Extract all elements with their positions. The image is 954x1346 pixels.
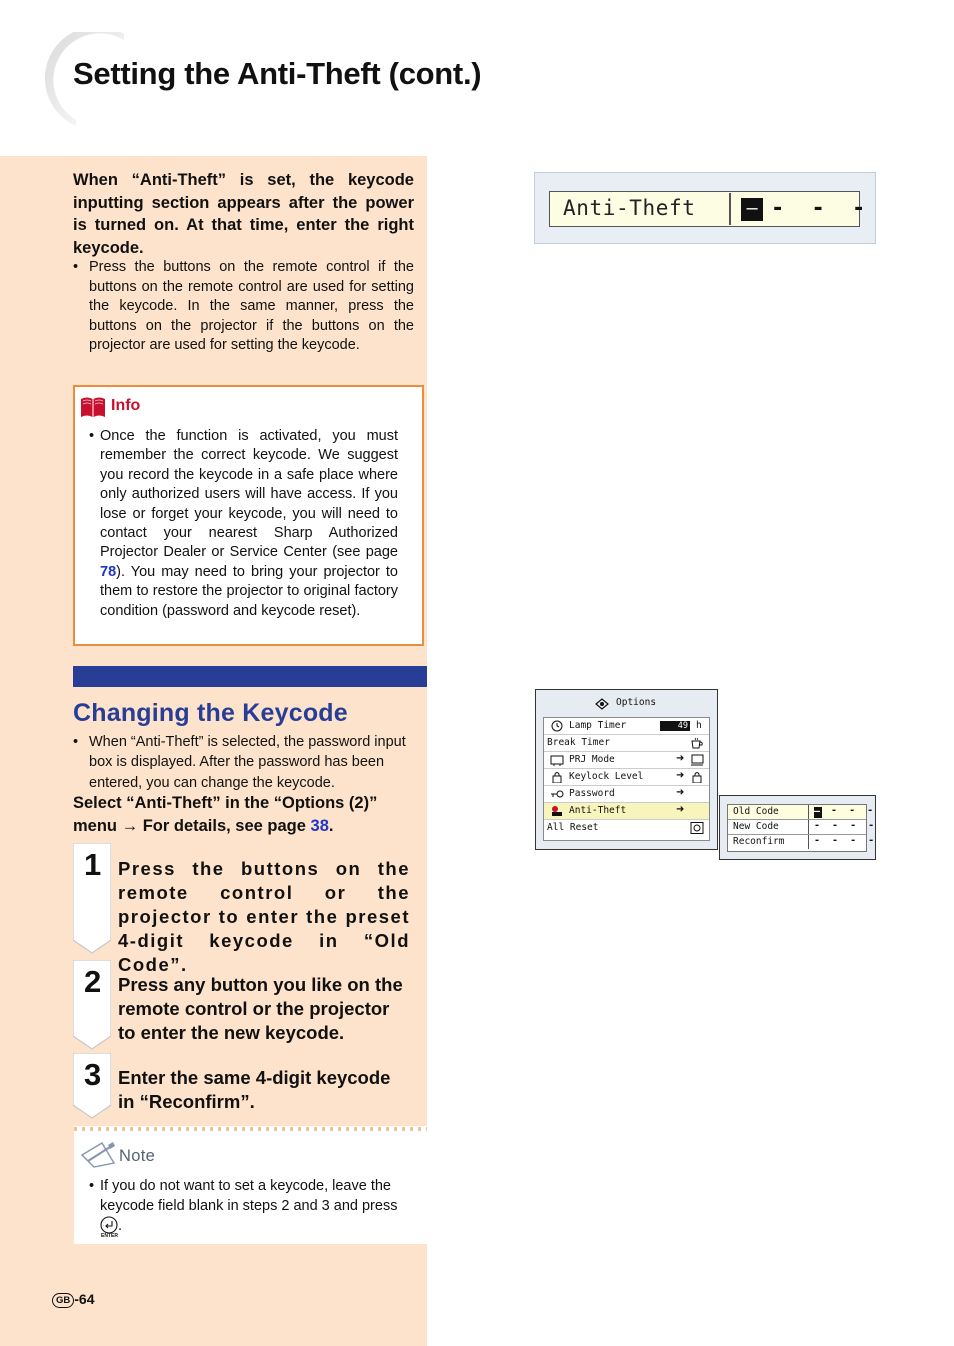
menu-item-label: PRJ Mode bbox=[569, 754, 615, 765]
old-code-value bbox=[814, 805, 876, 818]
lamp-timer-icon bbox=[550, 720, 564, 732]
bullet-dot: • bbox=[89, 428, 95, 444]
key-icon bbox=[550, 788, 564, 800]
step-1-text: Press the buttons on the remote control or the projector to enter the preset 4-digit keycode in “Old Code”. bbox=[118, 858, 410, 975]
anti-theft-code-rest[interactable]: - - - bbox=[771, 196, 873, 221]
old-code-row[interactable] bbox=[728, 805, 877, 820]
options-icon bbox=[594, 697, 610, 711]
arrow-right-icon: ➜ bbox=[676, 770, 685, 781]
old-code-rest: - - - bbox=[831, 805, 877, 816]
new-code-label: New Code bbox=[733, 821, 779, 832]
note-text bbox=[89, 1176, 407, 1239]
step-3-text: Enter the same 4-digit keycode in “Reconfirm”. bbox=[118, 1067, 391, 1112]
coffee-cup-icon bbox=[690, 737, 704, 749]
reconfirm-row[interactable] bbox=[728, 835, 878, 850]
page-title: Setting the Anti-Theft (cont.) bbox=[73, 56, 482, 91]
arrow-right-icon: ➜ bbox=[676, 787, 685, 798]
note-period: . bbox=[118, 1218, 123, 1234]
step-badge-3 bbox=[73, 1053, 111, 1119]
bullet-dot: • bbox=[73, 259, 79, 275]
menu-item-lamp-timer[interactable] bbox=[544, 718, 709, 735]
arrow-icon: → bbox=[121, 817, 139, 835]
field-separator bbox=[808, 820, 809, 834]
menu-item-label: Anti-Theft bbox=[569, 805, 627, 816]
menu-item-keylock-level[interactable] bbox=[544, 769, 709, 786]
page-number bbox=[52, 1291, 94, 1308]
step-number: 1 bbox=[84, 847, 102, 882]
screen-icon bbox=[690, 754, 704, 766]
note-text-main: If you do not want to set a keycode, leave the keycode field blank in steps 2 and 3 and press bbox=[100, 1178, 398, 1214]
step-number: 3 bbox=[84, 1057, 102, 1092]
info-label: Info bbox=[111, 397, 141, 414]
field-separator bbox=[808, 805, 809, 819]
section-bullet bbox=[73, 732, 414, 793]
step-badge-2 bbox=[73, 960, 111, 1050]
info-text-part1: Once the function is activated, you must remember the correct keycode. We suggest you record the keycode in a safe place where only authorized users will have access. If you lose or forget your keycode, you will need to contact your nearest Sharp Authorized Projector Dealer or Service Center (see page bbox=[100, 428, 398, 561]
book-icon bbox=[80, 396, 106, 418]
menu-item-label: Keylock Level bbox=[569, 771, 644, 782]
note-dotted-border bbox=[74, 1126, 427, 1134]
details-text: For details, see page bbox=[142, 817, 311, 835]
menu-item-all-reset[interactable] bbox=[544, 820, 709, 837]
menu-item-label: Lamp Timer bbox=[569, 720, 627, 731]
region-badge: GB bbox=[52, 1293, 74, 1308]
old-code-label: Old Code bbox=[733, 806, 779, 817]
details-page-link[interactable]: 38 bbox=[310, 817, 329, 835]
menu-item-prj-mode[interactable] bbox=[544, 752, 709, 769]
code-cursor: – bbox=[814, 806, 824, 817]
menu-item-label: Break Timer bbox=[547, 737, 610, 748]
intro-bullet bbox=[73, 258, 414, 356]
step-badge-1 bbox=[73, 843, 111, 955]
lamp-timer-value: 49 bbox=[660, 721, 690, 731]
prj-mode-icon bbox=[550, 754, 564, 766]
instruction-period: . bbox=[328, 817, 334, 835]
info-text-part2: ). You may need to bring your projector to them to restore the projector to original factory condition (password and keycode reset). bbox=[100, 563, 398, 619]
anti-theft-code-cursor[interactable]: – bbox=[741, 198, 763, 221]
lamp-timer-unit: h bbox=[696, 720, 702, 731]
step-number: 2 bbox=[84, 964, 102, 999]
info-page-link[interactable]: 78 bbox=[100, 563, 117, 580]
arrow-right-icon: ➜ bbox=[676, 804, 685, 815]
bullet-dot: • bbox=[73, 734, 79, 750]
intro-bold-text: When “Anti-Theft” is set, the keycode inputting section appears after the power is turned on. At that time, enter the right keycode. bbox=[73, 171, 414, 257]
options-menu-title: Options bbox=[616, 697, 657, 708]
section-heading: Changing the Keycode bbox=[73, 699, 348, 727]
intro-bullet-text: Press the buttons on the remote control if the buttons on the remote control are used for setting the keycode. In the same manner, press the buttons on the projector if the buttons on the projector are used for setting the keycode. bbox=[89, 259, 414, 353]
reconfirm-label: Reconfirm bbox=[733, 836, 785, 847]
enter-caption: ENTER bbox=[101, 1233, 118, 1239]
select-instruction bbox=[73, 792, 423, 838]
note-label: Note bbox=[119, 1147, 156, 1165]
section-bar bbox=[73, 666, 427, 687]
anti-theft-icon bbox=[550, 805, 564, 817]
menu-item-break-timer[interactable] bbox=[544, 735, 709, 752]
menu-item-label: Password bbox=[569, 788, 615, 799]
info-text bbox=[89, 427, 398, 621]
pencil-icon bbox=[80, 1139, 118, 1169]
new-code-value: - - - - bbox=[814, 820, 878, 831]
reset-icon bbox=[690, 822, 704, 834]
reconfirm-value: - - - - bbox=[814, 835, 878, 846]
step-2-text: Press any button you like on the remote control or the projector to enter the new keycode. bbox=[118, 974, 403, 1043]
lock-icon bbox=[690, 771, 704, 783]
new-code-row[interactable] bbox=[728, 820, 878, 835]
bullet-dot: • bbox=[89, 1178, 95, 1194]
arrow-right-icon: ➜ bbox=[676, 753, 685, 764]
menu-item-label: All Reset bbox=[547, 822, 599, 833]
section-bullet-text: When “Anti-Theft” is selected, the password input box is displayed. After the password has been entered, you can change the keycode. bbox=[89, 734, 406, 791]
page-number-value: -64 bbox=[74, 1291, 95, 1307]
field-separator bbox=[808, 835, 809, 849]
menu-item-password[interactable] bbox=[544, 786, 709, 803]
anti-theft-separator bbox=[729, 193, 731, 225]
select-instruction-text: Select “Anti-Theft” in the “Options (2)” menu bbox=[73, 794, 378, 835]
menu-item-anti-theft[interactable] bbox=[544, 803, 709, 820]
lock-icon bbox=[550, 771, 564, 783]
enter-button-icon bbox=[100, 1216, 118, 1239]
anti-theft-label: Anti-Theft bbox=[563, 196, 696, 220]
